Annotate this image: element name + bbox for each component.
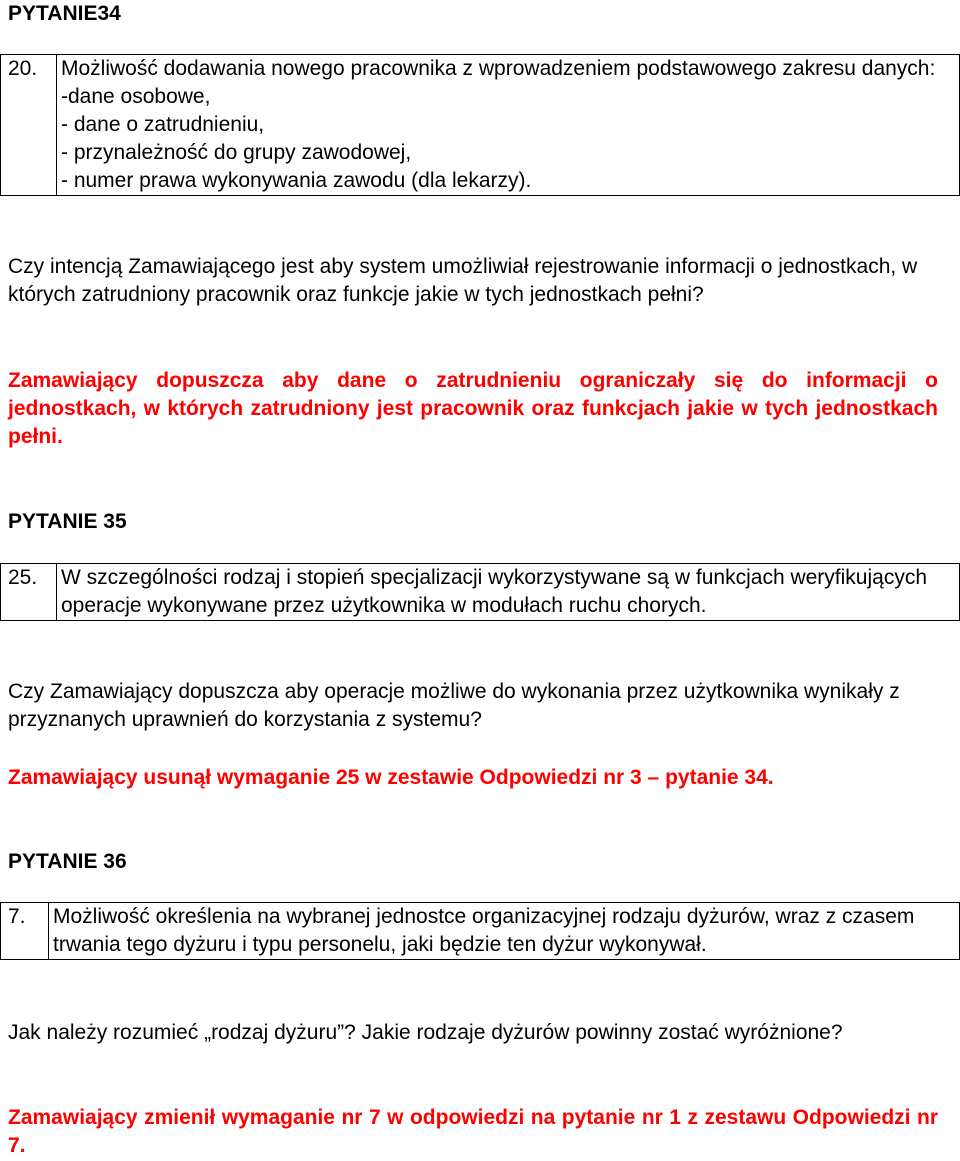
requirement-7-table [0,902,960,960]
requirement-20-table [0,54,960,196]
requirement-text: Możliwość dodawania nowego pracownika z wprowadzeniem podstawowego zakresu danych: -dane osobowe, - dane o zatrudnieniu, - przynależność do grupy zawodowej, - numer prawa wykonywania zawodu (dla lekarzy). [57,55,960,196]
question-34-heading: PYTANIE34 [8,2,121,25]
question-36-text: Jak należy rozumieć „rodzaj dyżuru”? Jakie rodzaje dyżurów powinny zostać wyróżnione? [8,1021,843,1044]
question-34-text: Czy intencją Zamawiającego jest aby system umożliwiał rejestrowanie informacji o jednostkach, w których zatrudniony pracownik oraz funkcje jakie w tych jednostkach pełni? [8,255,918,306]
table-row [1,564,960,621]
question-34-answer: Zamawiający dopuszcza aby dane o zatrudnieniu ograniczały się do informacji o jednostkach, w których zatrudniony jest pracownik oraz funkcjach jakie w tych jednostkach pełni. [8,369,938,448]
question-36-heading: PYTANIE 36 [8,850,127,873]
question-35-text: Czy Zamawiający dopuszcza aby operacje możliwe do wykonania przez użytkownika wynikały z przyznanych uprawnień do korzystania z systemu? [8,680,900,731]
question-35-heading: PYTANIE 35 [8,510,127,533]
requirement-number: 7. [1,903,49,960]
requirement-text: Możliwość określenia na wybranej jednostce organizacyjnej rodzaju dyżurów, wraz z czasem trwania tego dyżuru i typu personelu, jaki będzie ten dyżur wykonywał. [49,903,960,960]
question-36-answer: Zamawiający zmienił wymaganie nr 7 w odpowiedzi na pytanie nr 1 z zestawu Odpowiedzi nr 7. [8,1106,938,1157]
requirement-number: 25. [1,564,57,621]
requirement-25-table [0,563,960,621]
requirement-number: 20. [1,55,57,196]
question-35-answer: Zamawiający usunął wymaganie 25 w zestawie Odpowiedzi nr 3 – pytanie 34. [8,766,774,789]
requirement-text: W szczególności rodzaj i stopień specjalizacji wykorzystywane są w funkcjach weryfikujących operacje wykonywane przez użytkownika w modułach ruchu chorych. [57,564,960,621]
table-row [1,903,960,960]
table-row [1,55,960,196]
